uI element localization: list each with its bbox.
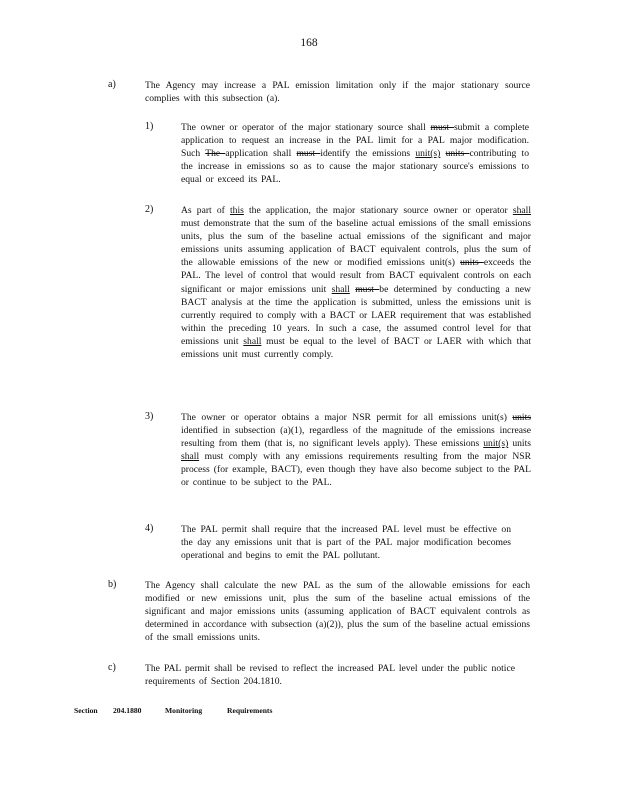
strike-text: units [512, 412, 531, 423]
item-b-text: The Agency shall calculate the new PAL as the sum of the allowable emissions for each modified or new emissions unit, plus the sum of the baseline actual emissions of the significant and major emissions units (assuming application of BACT equivalent controls as determined in accordance with subsection (a)(2)), plus the sum of the baseline actual emissions of the small emissions units. [145, 580, 531, 644]
section-title-word-2: Requirements [227, 706, 273, 715]
inserted-text: shall [243, 335, 262, 347]
item-a1-text: The owner or operator of the major stationary source shall must submit a complete application to request an increase in the PAL limit for a PAL major modification. Such The application shall must identify the emissions unit(s) units contributing to the increase in emissions so as to cause the major stationary source's emissions to equal or exceed its PAL. [181, 122, 529, 186]
item-a3-text: The owner or operator obtains a major NSR permit for all emissions unit(s) units identified in subsection (a)(1), regardless of the magnitude of the emissions increase resulting from them (that is, no significant levels apply). These emissions unit(s) units shall must comply with any emissions requirements resulting from the major NSR process (for example, BACT), even though they have also become subject to the PAL or continue to be subject to the PAL. [181, 412, 531, 489]
strike-text: must [296, 148, 321, 160]
section-title-word-1: Monitoring [165, 706, 203, 715]
inserted-text: this [229, 205, 244, 216]
item-a4-label: 4) [145, 523, 154, 534]
inserted-text: unit(s) [415, 148, 441, 160]
inserted-text: unit(s) [483, 438, 509, 450]
strike-text: units [445, 148, 470, 160]
item-a-label: a) [108, 79, 116, 90]
item-a2-label: 2) [145, 204, 154, 215]
inserted-text: shall [512, 205, 532, 216]
strike-text: must [355, 283, 380, 295]
item-a3-label: 3) [145, 411, 154, 422]
item-a-text: The Agency may increase a PAL emission limitation only if the major stationary source complies with this subsection (a). [145, 80, 530, 105]
item-c-text: The PAL permit shall be revised to reflect the increased PAL level under the public notice requirements of Section 204.1810. [145, 663, 515, 688]
item-b-label: b) [108, 579, 117, 590]
strike-text: The [205, 148, 226, 160]
section-word: Section [74, 706, 98, 715]
item-a2-text: As part of this the application, the major stationary source owner or operator shall must demonstrate that the sum of the baseline actual emissions of the small emissions units, plus the sum of the baseline actual emissions of the significant and major emissions units assuming application of BACT equivalent controls, plus the sum of the allowable emissions of the new or modified emissions unit(s) units exceeds the PAL. The level of control that would result from BACT equivalent controls on each significant or major emissions unit shall must be determined by conducting a new BACT analysis at the time the application is submitted, unless the emissions unit is currently required to comply with a BACT or LAER requirement that was established within the preceding 10 years. In such a case, the assumed control level for that emissions unit shall must be equal to the level of BACT or LAER with which that emissions unit must currently comply. [181, 205, 532, 361]
item-c-label: c) [108, 662, 116, 673]
item-a4-text: The PAL permit shall require that the increased PAL level must be effective on the day any emissions unit that is part of the PAL major modification becomes operational and begins to emit the PAL pollutant. [181, 524, 511, 562]
strike-text: must [430, 122, 454, 133]
item-a1-label: 1) [145, 121, 154, 132]
section-number: 204.1880 [113, 706, 142, 715]
page-number: 168 [300, 37, 318, 49]
inserted-text: shall [181, 451, 200, 463]
inserted-text: shall [331, 283, 350, 295]
strike-text: units [460, 257, 484, 269]
